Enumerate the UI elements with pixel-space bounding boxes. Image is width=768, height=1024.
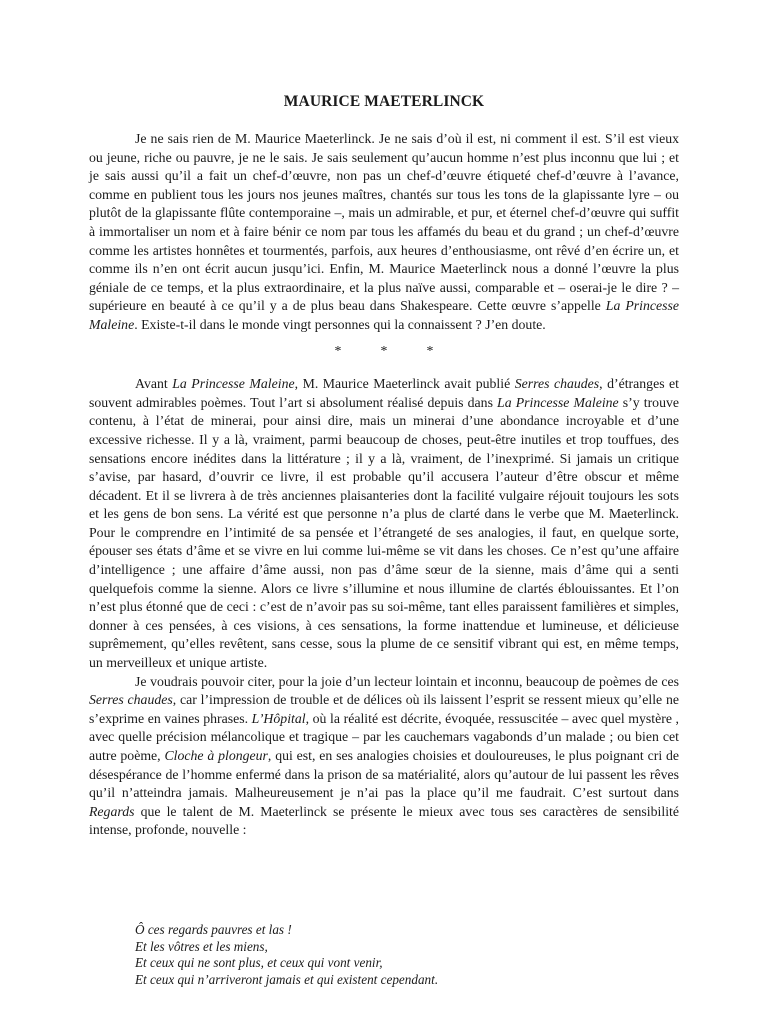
verse-line: Et ceux qui n’arriveront jamais et qui existent cependant. — [135, 971, 439, 987]
page-title: MAURICE MAETERLINCK — [283, 93, 485, 110]
work-title: Serres chaudes — [514, 376, 600, 392]
verse-line: Ô ces regards pauvres et las ! — [135, 922, 292, 937]
separator-asterisk: * — [380, 342, 388, 358]
section-separator — [89, 342, 679, 361]
paragraph-3-text: , qui est, en ses analogies choisies et douloureuses, le plus poignant cri de désespérance de l’homme enfermé dans la prison de sa matérialité, alors qu’autour de lui passent les rêves qu’il n’atteindra jamais. Malheureusement je n’ai pas la place qu’il me faudrait. C’est surtout dans — [89, 748, 679, 801]
paragraph-3-text: , où la réalité est décrite, évoquée, ressuscitée – avec quel mystère , avec quelle précision mélancolique et tragique – par les cauchemars vagabonds d’un malade ; ou bien cet autre poème, — [89, 710, 679, 763]
paragraph-2 — [89, 375, 679, 673]
paragraph-2-text: , d’étranges et souvent admirables poèmes. Tout l’art si absolument réalisé depuis dans — [89, 376, 680, 410]
paragraph-3-text: Je voudrais pouvoir citer, pour la joie d’un lecteur lointain et inconnu, beaucoup de poèmes de ces — [135, 673, 679, 689]
paragraph-3 — [89, 673, 679, 840]
paragraph-2-text: s’y trouve contenu, à l’état de minerai, pour ainsi dire, mais un minerai d’une abondance incroyable et d’une excessive richesse. Il y a là, vraiment, parmi beaucoup de choses, peut-être inutiles et trop touffues, des sensations encore inédites dans la littérature ; il y a là, vraiment, de l’inexprimé. Si jamais un critique s’avise, par hasard, d’ouvrir ce livre, il est probable qu’il accusera l’auteur d’être obscur et même décadent. Et il se livrera à de très anciennes plaisanteries dont la facilité vulgaire réjouit toujours les sots et les gens de bon sens. La vérité est que personne n’a plus de clarté dans le verbe que M. Maeterlinck. Pour le comprendre en l’intimité de sa pensée et l’étrangeté de ses analogies, il faut, en quelque sorte, épouser ses états d’âme et se vivre en lui comme lui-même se vit dans les choses. Ce n’est qu’une affaire d’intelligence ; une affaire d’âme aussi, non pas d’âme sœur de la sienne, mais d’âme qui a senti quelquefois comme la sienne. Alors ce livre s’illumine et nous illumine de clartés éblouissantes. Et l’on n’est plus étonné que de ceci : c’est de n’avoir pas su soi-même, tant elles paraissent familières et simples, donner à ces pensées, à ces visions, à ces sensations, la forme inattendue et lumineuse, et délicieuse suprêmement, qu’elles revêtent, sans cesse, sous la plume de ce sensitif vibrant qui est, en même temps, un merveilleux et unique artiste. — [89, 394, 679, 671]
work-title: La Princesse Maleine — [172, 376, 295, 392]
paragraph-1-text: Je ne sais rien de M. Maurice Maeterlinck. Je ne sais d’où il est, ni comment il est. S’il est vieux ou jeune, riche ou pauvre, je ne le sais. Je sais seulement qu’aucun homme n’est plus inconnu que lui ; et je sais aussi qu’il a fait un chef-d’œuvre, non pas un chef-d’œuvre étiqueté chef-d’œuvre à l’avance, comme en publient tous les jours nos jeunes maîtres, chantés sur tous les tons de la glapissante lyre – ou plutôt de la glapissante flûte contemporaine –, mais un admirable, et pur, et éternel chef-d’œuvre qui suffit à immortaliser un nom et à faire bénir ce nom par tous les affamés du beau et du grand ; un chef-d’œuvre comme les artistes honnêtes et tourmentés, parfois, aux heures d’enthousiasme, ont rêvé d’en écrire un, et comme ils n’en ont écrit aucun jusqu’ici. Enfin, M. Maurice Maeterlinck nous a donné l’œuvre la plus géniale de ce temps, et la plus extraordinaire, et la plus naïve aussi, comparable et – oserai-je le dire ? – supérieure en beauté à ce qu’il y a de plus beau dans Shakespeare. Cette œuvre s’appelle — [89, 131, 679, 314]
paragraph-3-text: , car l’impression de trouble et de délices où ils laissent l’esprit se ressent mieux qu’elle ne s’exprime en vaines phrases. — [89, 692, 679, 726]
work-title: Cloche à plongeur — [164, 748, 268, 763]
work-title: Serres chaudes — [89, 692, 173, 708]
paragraph-2-text: , M. Maurice Maeterlinck avait publié — [294, 376, 515, 392]
paragraph-2-text: Avant — [135, 376, 173, 392]
verse-line: Et les vôtres et les miens, — [135, 938, 268, 954]
work-title: La Princesse Maleine — [89, 298, 679, 332]
work-title: L’Hôpital — [251, 710, 306, 726]
verse-line: Et ceux qui ne sont plus, et ceux qui vont venir, — [135, 955, 383, 971]
separator-asterisk: * — [426, 342, 434, 358]
separator-asterisk: * — [334, 342, 342, 358]
document-body — [89, 130, 679, 840]
paragraph-1 — [89, 130, 679, 335]
work-title: La Princesse Maleine — [497, 394, 619, 410]
verse-quote — [135, 922, 655, 988]
paragraph-1-tail: . Existe-t-il dans le monde vingt personnes qui la connaissent ? J’en doute. — [134, 316, 546, 332]
paragraph-3-text: que le talent de M. Maeterlinck se présente le mieux avec tous ses caractères de sensibilité intense, profonde, nouvelle : — [89, 803, 679, 838]
work-title: Regards — [89, 803, 135, 819]
